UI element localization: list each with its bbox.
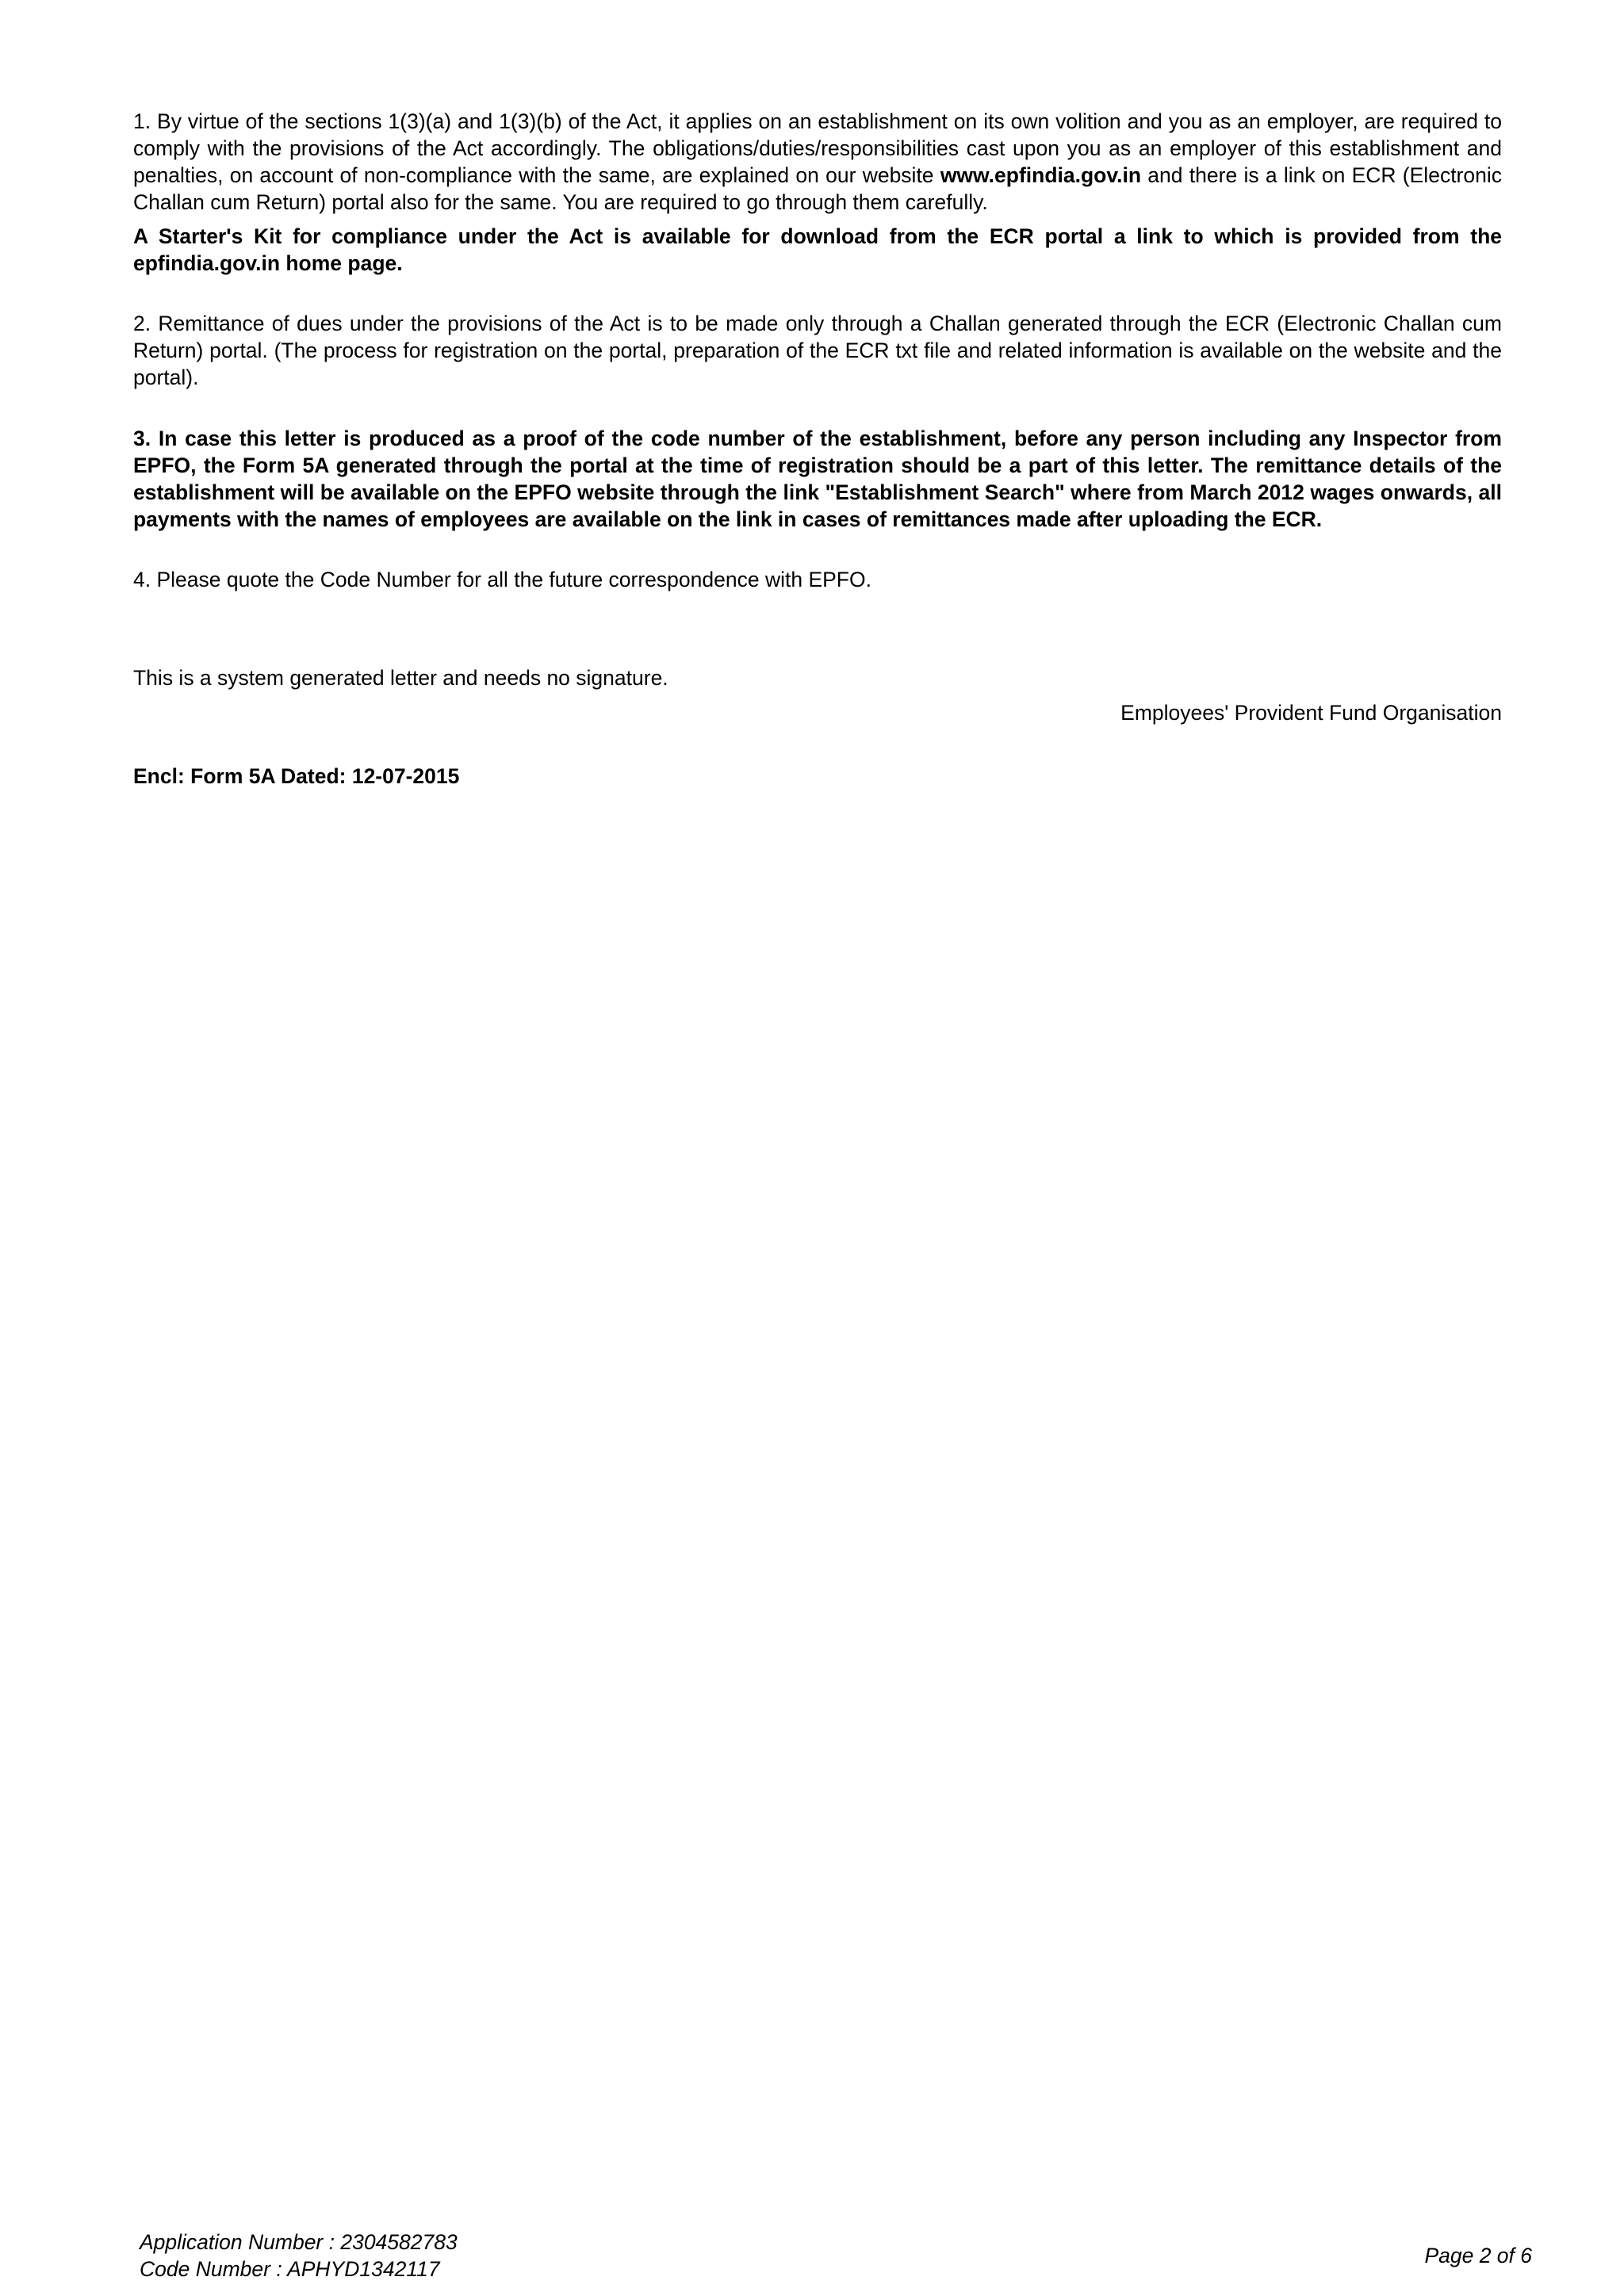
enclosure-line: Encl: Form 5A Dated: 12-07-2015	[133, 764, 460, 788]
organisation-name: Employees' Provident Fund Organisation	[1120, 701, 1502, 725]
page-number: Page 2 of 6	[1424, 2244, 1532, 2267]
application-number: Application Number : 2304582783	[140, 2230, 458, 2254]
paragraph-1-text-a: 1. By virtue of the sections 1(3)(a) and 1(3)(b) of the Act, it applies on an establishment on its own volition and you as an employer, are required to comply with the provisions of the Act accordingly. The obligations/duties/responsibilities cast upon you as an employer of this establishment and penalties, on account of non-compliance with the same, are explained on our website	[133, 109, 1502, 187]
system-generated-note: This is a system generated letter and needs no signature.	[133, 666, 668, 690]
website-link[interactable]: www.epfindia.gov.in	[940, 163, 1142, 187]
code-number: Code Number : APHYD1342117	[140, 2257, 440, 2281]
paragraph-4: 4. Please quote the Code Number for all the future correspondence with EPFO.	[133, 568, 871, 591]
paragraph-3: 3. In case this letter is produced as a proof of the code number of the establishment, before any person including any Inspector from EPFO, the Form 5A generated through the portal at the time of registration should be a part of this letter. The remittance details of the establishment will be available on the EPFO website through the link "Establishment Search" where from March 2012 wages onwards, all payments with the names of employees are available on the link in cases of remittances made after uploading the ECR.	[133, 427, 1502, 531]
paragraph-1	[133, 108, 1502, 216]
letter-body	[133, 108, 1502, 790]
footer-identifiers	[140, 2229, 458, 2283]
paragraph-1-text-b: and there is a link on ECR (Electronic Challan cum Return) portal also for the same. You are required to go through them carefully.	[133, 163, 1502, 214]
paragraph-2: 2. Remittance of dues under the provisions of the Act is to be made only through a Challan generated through the ECR (Electronic Challan cum Return) portal. (The process for registration on the portal, preparation of the ECR txt file and related information is available on the website and the portal).	[133, 312, 1502, 389]
starter-kit-note: A Starter's Kit for compliance under the Act is available for download from the ECR portal a link to which is provided from the epfindia.gov.in home page.	[133, 224, 1502, 275]
